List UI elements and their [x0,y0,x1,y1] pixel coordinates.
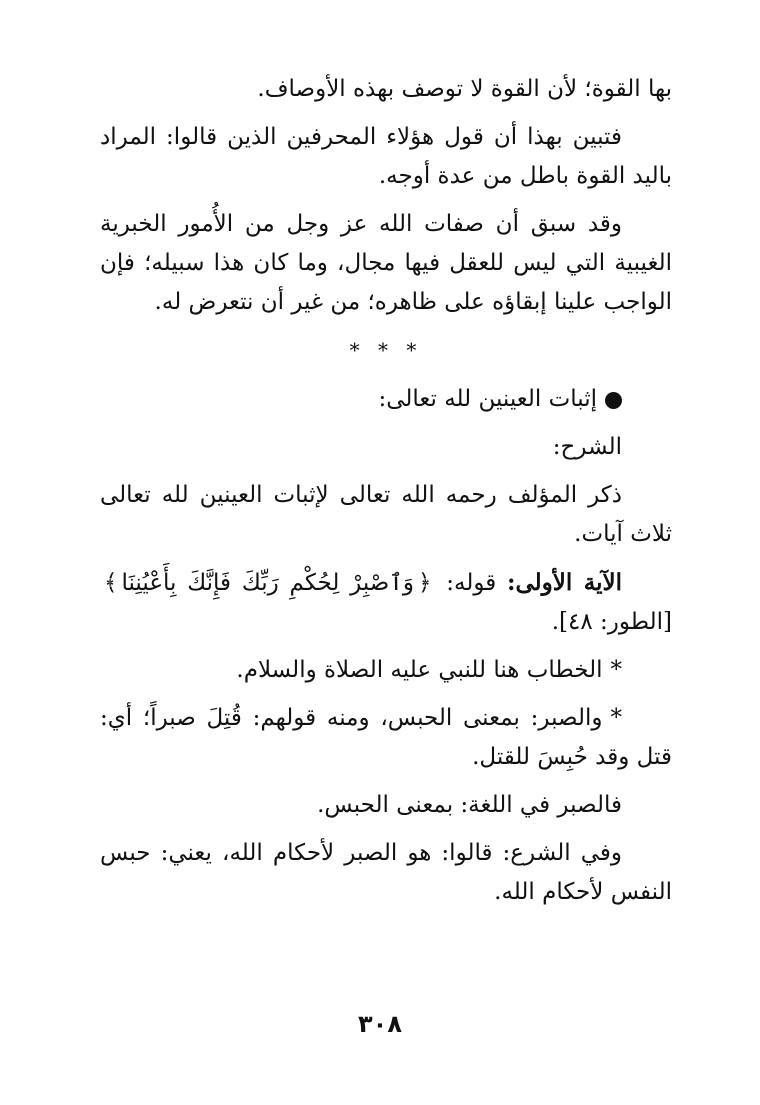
paragraph-5-text: الخطاب هنا للنبي عليه الصلاة والسلام. [236,657,603,683]
paragraph-6 [100,699,672,777]
paragraph-6-text: والصبر: بمعنى الحبس، ومنه قولهم: قُتِلَ صبراً؛ أي: قتل وقد حُبِسَ للقتل. [100,705,672,770]
star-icon: * [610,705,622,731]
section-separator: * * * [349,338,423,362]
heading-text: إثبات العينين لله تعالى: [378,386,597,412]
page-body [100,70,672,921]
paragraph-2: فتبين بهذا أن قول هؤلاء المحرفين الذين قالوا: المراد باليد القوة باطل من عدة أوجه. [100,124,672,189]
verse-close-bracket: ﴾ [104,570,118,596]
paragraph-7: فالصبر في اللغة: بمعنى الحبس. [317,792,622,818]
verse-intro: قوله: [446,570,497,596]
section-heading [100,380,672,419]
paragraph-5 [100,651,672,690]
sharh-label: الشرح: [552,434,622,460]
verse-reference: [الطور: ٤٨]. [551,609,672,635]
paragraph-8: وفي الشرع: قالوا: هو الصبر لأحكام الله، يعني: حبس النفس لأحكام الله. [100,840,672,905]
verse-paragraph [100,563,672,642]
paragraph-4: ذكر المؤلف رحمه الله تعالى لإثبات العينين لله تعالى ثلاث آيات. [100,482,672,547]
star-icon: * [610,657,622,683]
page-number: ٣٠٨ [358,1010,402,1038]
paragraph-3: وقد سبق أن صفات الله عز وجل من الأُمور الخبرية الغيبية التي ليس للعقل فيها مجال، وما كان هذا سبيله؛ فإن الواجب علينا إبقاؤه على ظاهره؛ من غير أن نتعرض له. [100,211,672,315]
verse-text: وَٱصْبِرْ لِحُكْمِ رَبِّكَ فَإِنَّكَ بِأَعْيُنِنَا [121,570,414,596]
verse-open-bracket: ﴿ [417,570,432,596]
verse-label: الآية الأولى: [507,569,623,596]
paragraph-1: بها القوة؛ لأن القوة لا توصف بهذه الأوصاف. [257,76,672,102]
bullet-icon [605,392,622,409]
